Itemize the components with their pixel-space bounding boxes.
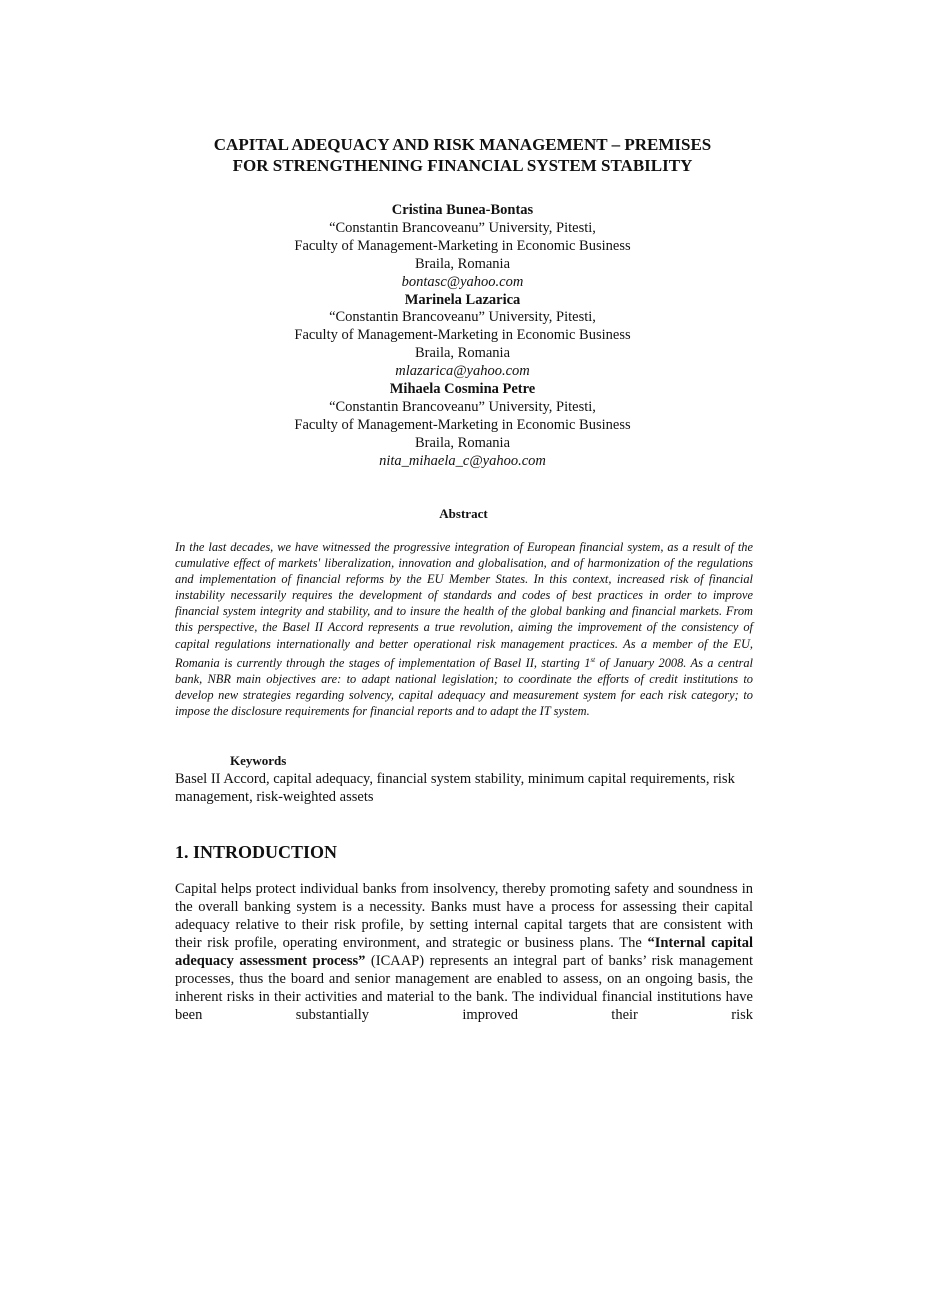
author-name: Mihaela Cosmina Petre: [389, 381, 536, 398]
author-location: Braila, Romania: [414, 255, 511, 272]
author-email: nita_mihaela_c@yahoo.com: [379, 452, 546, 469]
intro-paragraph: [175, 880, 753, 1024]
author-block: [200, 202, 725, 471]
author-university: “Constantin Brancoveanu” University, Pitesti,: [329, 398, 596, 415]
author-name: Marinela Lazarica: [404, 291, 521, 308]
author-location: Braila, Romania: [414, 434, 511, 451]
section-title: 1. INTRODUCTION: [175, 842, 338, 862]
author-faculty: Faculty of Management-Marketing in Economic Business: [294, 416, 631, 433]
author-university: “Constantin Brancoveanu” University, Pitesti,: [329, 219, 596, 236]
intro-bold-term: “Internal capital adequacy assessment process”: [175, 935, 753, 969]
author-faculty: Faculty of Management-Marketing in Economic Business: [294, 237, 631, 254]
author-name: Cristina Bunea-Bontas: [391, 202, 534, 218]
abstract-part-2: of January 2008. As a central bank, NBR main objectives are: to adapt national legislation; to coordinate the efforts of credit institutions to develop new strategies regarding solvency, capital adequacy and measurement system for each risk category; to impose the disclosure requirements for financial reports and to adapt the IT system.: [175, 655, 753, 719]
abstract-superscript: st: [590, 655, 596, 664]
paper-title: [150, 134, 775, 176]
author-email: mlazarica@yahoo.com: [395, 363, 530, 380]
abstract-text: [175, 539, 753, 719]
title-line-1: CAPITAL ADEQUACY AND RISK MANAGEMENT – PREMISES: [213, 135, 712, 154]
title-line-2: FOR STRENGTHENING FINANCIAL SYSTEM STABILITY: [232, 156, 693, 175]
keywords-heading: Keywords: [230, 753, 287, 768]
intro-part-2: (ICAAP) represents an integral part of banks’ risk management processes, thus the board and senior management are enabled to assess, on an ongoing basis, the inherent risks in their activities and material to the bank. The individual financial institutions have been substantially improved their risk: [175, 953, 753, 1023]
author-location: Braila, Romania: [414, 345, 511, 362]
abstract-part-1: In the last decades, we have witnessed the progressive integration of European financial system, as a result of the cumulative effect of markets' liberalization, innovation and globalisation, and of harmonization of the regulations and implementation of financial reforms by the EU Member States. In this context, increased risk of financial instability necessarily requires the development of standards and codes of best practices in order to improve financial system integrity and stability, and to insure the health of the global banking and financial markets. From this perspective, the Basel II Accord represents a true revolution, aiming the improvement of the consistency of capital regulations internationally and better operational risk management practices. As a member of the EU, Romania is currently through the stages of implementation of Basel II, starting 1: [175, 540, 753, 670]
keywords-text: Basel II Accord, capital adequacy, financial system stability, minimum capital requirements, risk management, risk-weighted assets: [175, 771, 735, 805]
author-faculty: Faculty of Management-Marketing in Economic Business: [294, 327, 631, 344]
author-email: bontasc@yahoo.com: [401, 273, 524, 290]
intro-part-1: Capital helps protect individual banks from insolvency, thereby promoting safety and soundness in the overall banking system is a necessity. Banks must have a process for assessing their capital adequacy relative to their risk profile, by setting internal capital targets that are consistent with their risk profile, operating environment, and strategic or business plans. The: [175, 881, 753, 951]
author-university: “Constantin Brancoveanu” University, Pitesti,: [329, 309, 596, 326]
abstract-heading: Abstract: [439, 506, 488, 521]
